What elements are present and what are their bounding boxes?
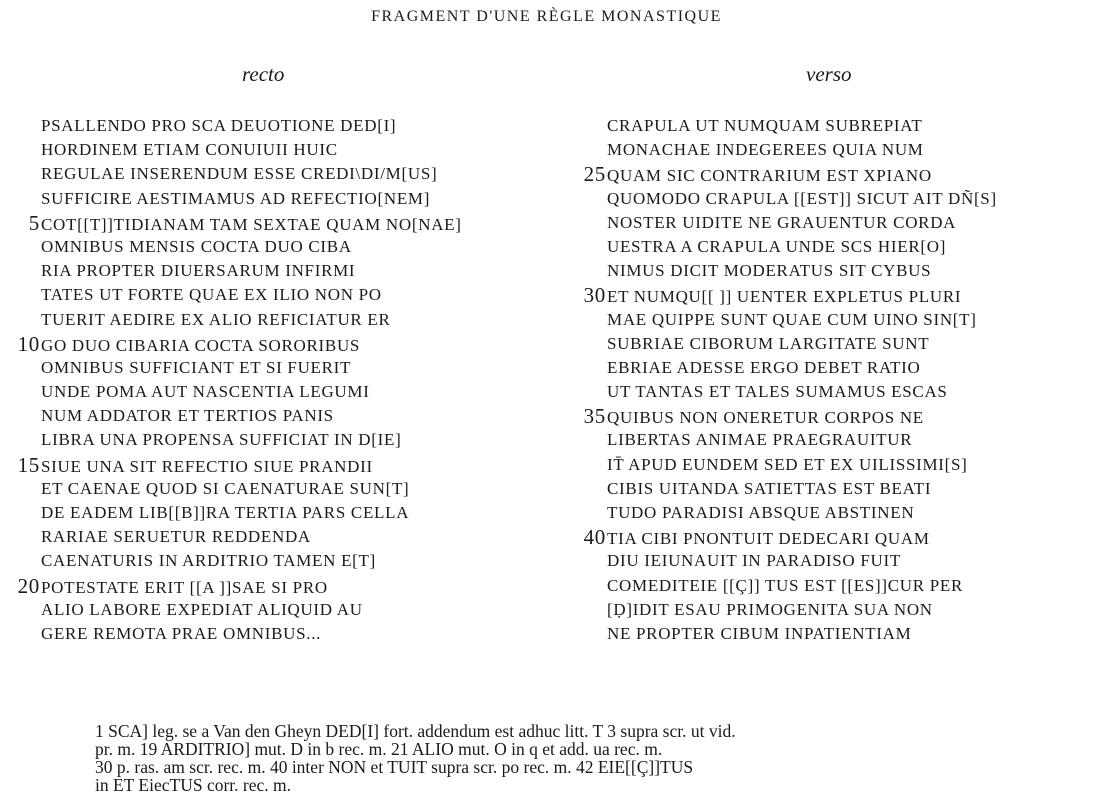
line-text: CRAPULA UT NUMQUAM SUBREPIAT	[607, 116, 923, 135]
text-line	[572, 187, 1092, 211]
footnote-line: pr. m. 19 ARDITRIO] mut. D in b rec. m. 21 ALIO mut. O in q et add. ua rec. m.	[95, 739, 663, 759]
line-number: 40	[583, 525, 606, 550]
text-line	[572, 428, 1092, 452]
text-line	[572, 308, 1092, 332]
line-text: COT[[T]]TIDIANAM TAM SEXTAE QUAM NO[NAE]	[41, 214, 462, 234]
line-text: ET CAENAE QUOD SI CAENATURAE SUN[T]	[41, 478, 410, 498]
text-line	[6, 114, 526, 138]
line-number: 20	[17, 573, 40, 598]
text-line	[572, 138, 1092, 162]
line-number: 35	[583, 404, 606, 429]
text-line	[572, 404, 1092, 428]
line-text: GERE REMOTA PRAE OMNIBUS...	[41, 623, 322, 643]
footnote-line: in ET EiecTUS corr. rec. m.	[95, 775, 292, 795]
text-line	[572, 332, 1092, 356]
line-text: NUM ADDATOR ET TERTIOS PANIS	[41, 406, 334, 426]
text-line	[572, 162, 1092, 186]
line-text: POTESTATE ERIT [[A ]]SAE SI PRO	[41, 577, 328, 597]
line-number: 10	[17, 331, 40, 356]
line-text: TUDO PARADISI ABSQUE ABSTINEN	[607, 503, 915, 522]
text-line	[6, 428, 526, 452]
line-text: NOSTER UIDITE NE GRAUENTUR CORDA	[607, 212, 957, 232]
line-text: PSALLENDO PRO SCA DEUOTIONE DED[I]	[41, 116, 397, 135]
line-number: 15	[17, 452, 40, 477]
line-text: NE PROPTER CIBUM INPATIENTIAM	[607, 623, 912, 643]
line-text: MAE QUIPPE SUNT QUAE CUM UINO SIN[T]	[607, 309, 977, 329]
text-line	[572, 380, 1092, 404]
text-line	[6, 332, 526, 356]
text-line	[572, 598, 1092, 622]
text-line	[572, 501, 1092, 525]
line-text: QUIBUS NON ONERETUR CORPOS NE	[607, 408, 924, 428]
text-line	[6, 453, 526, 477]
line-number: 25	[583, 162, 606, 187]
text-line	[6, 549, 526, 573]
line-text: CAENATURIS IN ARDITRIO TAMEN E[T]	[41, 551, 376, 571]
line-text: UESTRA A CRAPULA UNDE SCS HIER[O]	[607, 236, 947, 256]
text-line	[6, 235, 526, 259]
line-text: QUAM SIC CONTRARIUM EST XPIANO	[607, 166, 932, 186]
text-line	[6, 162, 526, 186]
line-text: SUFFICIRE AESTIMAMUS AD REFECTIO[NEM]	[41, 188, 431, 208]
text-line	[6, 259, 526, 283]
text-line	[6, 211, 526, 235]
text-line	[6, 308, 526, 332]
line-text: LIBRA UNA PROPENSA SUFFICIAT IN D[IE]	[41, 430, 402, 450]
line-text: NIMUS DICIT MODERATUS SIT CYBUS	[607, 261, 932, 281]
line-number: 30	[583, 283, 606, 308]
line-text: OMNIBUS SUFFICIANT ET SI FUERIT	[41, 357, 352, 377]
text-line	[6, 622, 526, 646]
text-line	[572, 114, 1092, 138]
recto-column	[6, 114, 526, 646]
text-line	[572, 477, 1092, 501]
line-text: SUBRIAE CIBORUM LARGITATE SUNT	[607, 333, 930, 353]
line-text: TATES UT FORTE QUAE EX ILIO NON PO	[41, 285, 382, 305]
line-text: SIUE UNA SIT REFECTIO SIUE PRANDII	[41, 456, 373, 476]
line-text: RIA PROPTER DIUERSARUM INFIRMI	[41, 261, 356, 281]
line-text: LIBERTAS ANIMAE PRAEGRAUITUR	[607, 430, 913, 450]
line-text: CIBIS UITANDA SATIETTAS EST BEATI	[607, 478, 932, 498]
line-text: EBRIAE ADESSE ERGO DEBET RATIO	[607, 357, 921, 377]
text-line	[572, 622, 1092, 646]
text-line	[6, 356, 526, 380]
text-line	[6, 598, 526, 622]
text-line	[572, 574, 1092, 598]
line-text: COMEDITEIE [[Ç]] TUS EST [[ES]]CUR PER	[607, 575, 964, 595]
text-line	[572, 211, 1092, 235]
text-line	[572, 453, 1092, 477]
text-line	[6, 380, 526, 404]
text-line	[572, 259, 1092, 283]
text-line	[572, 235, 1092, 259]
line-text: TUERIT AEDIRE EX ALIO REFICIATUR ER	[41, 309, 391, 329]
page-title: FRAGMENT D'UNE RÈGLE MONASTIQUE	[371, 8, 722, 25]
text-line	[572, 525, 1092, 549]
line-text: UNDE POMA AUT NASCENTIA LEGUMI	[41, 382, 370, 402]
verso-column	[572, 114, 1092, 646]
text-line	[6, 501, 526, 525]
line-text: DE EADEM LIB[[B]]RA TERTIA PARS CELLA	[41, 503, 410, 522]
line-text: UT TANTAS ET TALES SUMAMUS ESCAS	[607, 382, 948, 402]
text-line	[6, 138, 526, 162]
footnotes	[95, 722, 1025, 794]
text-line	[572, 283, 1092, 307]
text-line	[6, 187, 526, 211]
text-line	[6, 574, 526, 598]
line-text: RARIAE SERUETUR REDDENDA	[41, 527, 311, 547]
line-text: TIA CIBI PNONTUIT DEDECARI QUAM	[607, 529, 930, 549]
text-line	[6, 404, 526, 428]
line-text: HORDINEM ETIAM CONUIUII HUIC	[41, 140, 338, 160]
text-line	[572, 549, 1092, 573]
verso-heading: verso	[806, 62, 852, 86]
text-line	[6, 477, 526, 501]
line-text: [Ḍ]IDIT ESAU PRIMOGENITA SUA NON	[607, 599, 933, 619]
text-line	[6, 525, 526, 549]
text-line	[6, 283, 526, 307]
footnote-line: 1 SCA] leg. se a Van den Gheyn DED[I] fort. addendum est adhuc litt. T 3 supra scr. ut vid.	[95, 721, 736, 741]
line-text: MONACHAE INDEGEREES QUIA NUM	[607, 140, 924, 160]
line-text: QUOMODO CRAPULA [[EST]] SICUT AIT DÑ[S]	[607, 188, 997, 208]
recto-heading: recto	[242, 62, 285, 86]
line-text: OMNIBUS MENSIS COCTA DUO CIBA	[41, 236, 352, 256]
line-number: 5	[28, 210, 40, 235]
footnote-line: 30 p. ras. am scr. rec. m. 40 inter NON et TUIT supra scr. po rec. m. 42 EIE[[Ç]]TUS	[95, 757, 694, 777]
line-text: ALIO LABORE EXPEDIAT ALIQUID AU	[41, 599, 363, 619]
line-text: ET NUMQU[[ ]] UENTER EXPLETUS PLURI	[607, 287, 962, 307]
text-line	[572, 356, 1092, 380]
line-text: DIU IEIUNAUIT IN PARADISO FUIT	[607, 551, 901, 571]
line-text: GO DUO CIBARIA COCTA SORORIBUS	[41, 335, 361, 355]
line-text: REGULAE INSERENDUM ESSE CREDI\DI/M[US]	[41, 164, 438, 184]
line-text: IT̄ APUD EUNDEM SED ET EX UILISSIMI[S]	[607, 454, 968, 474]
